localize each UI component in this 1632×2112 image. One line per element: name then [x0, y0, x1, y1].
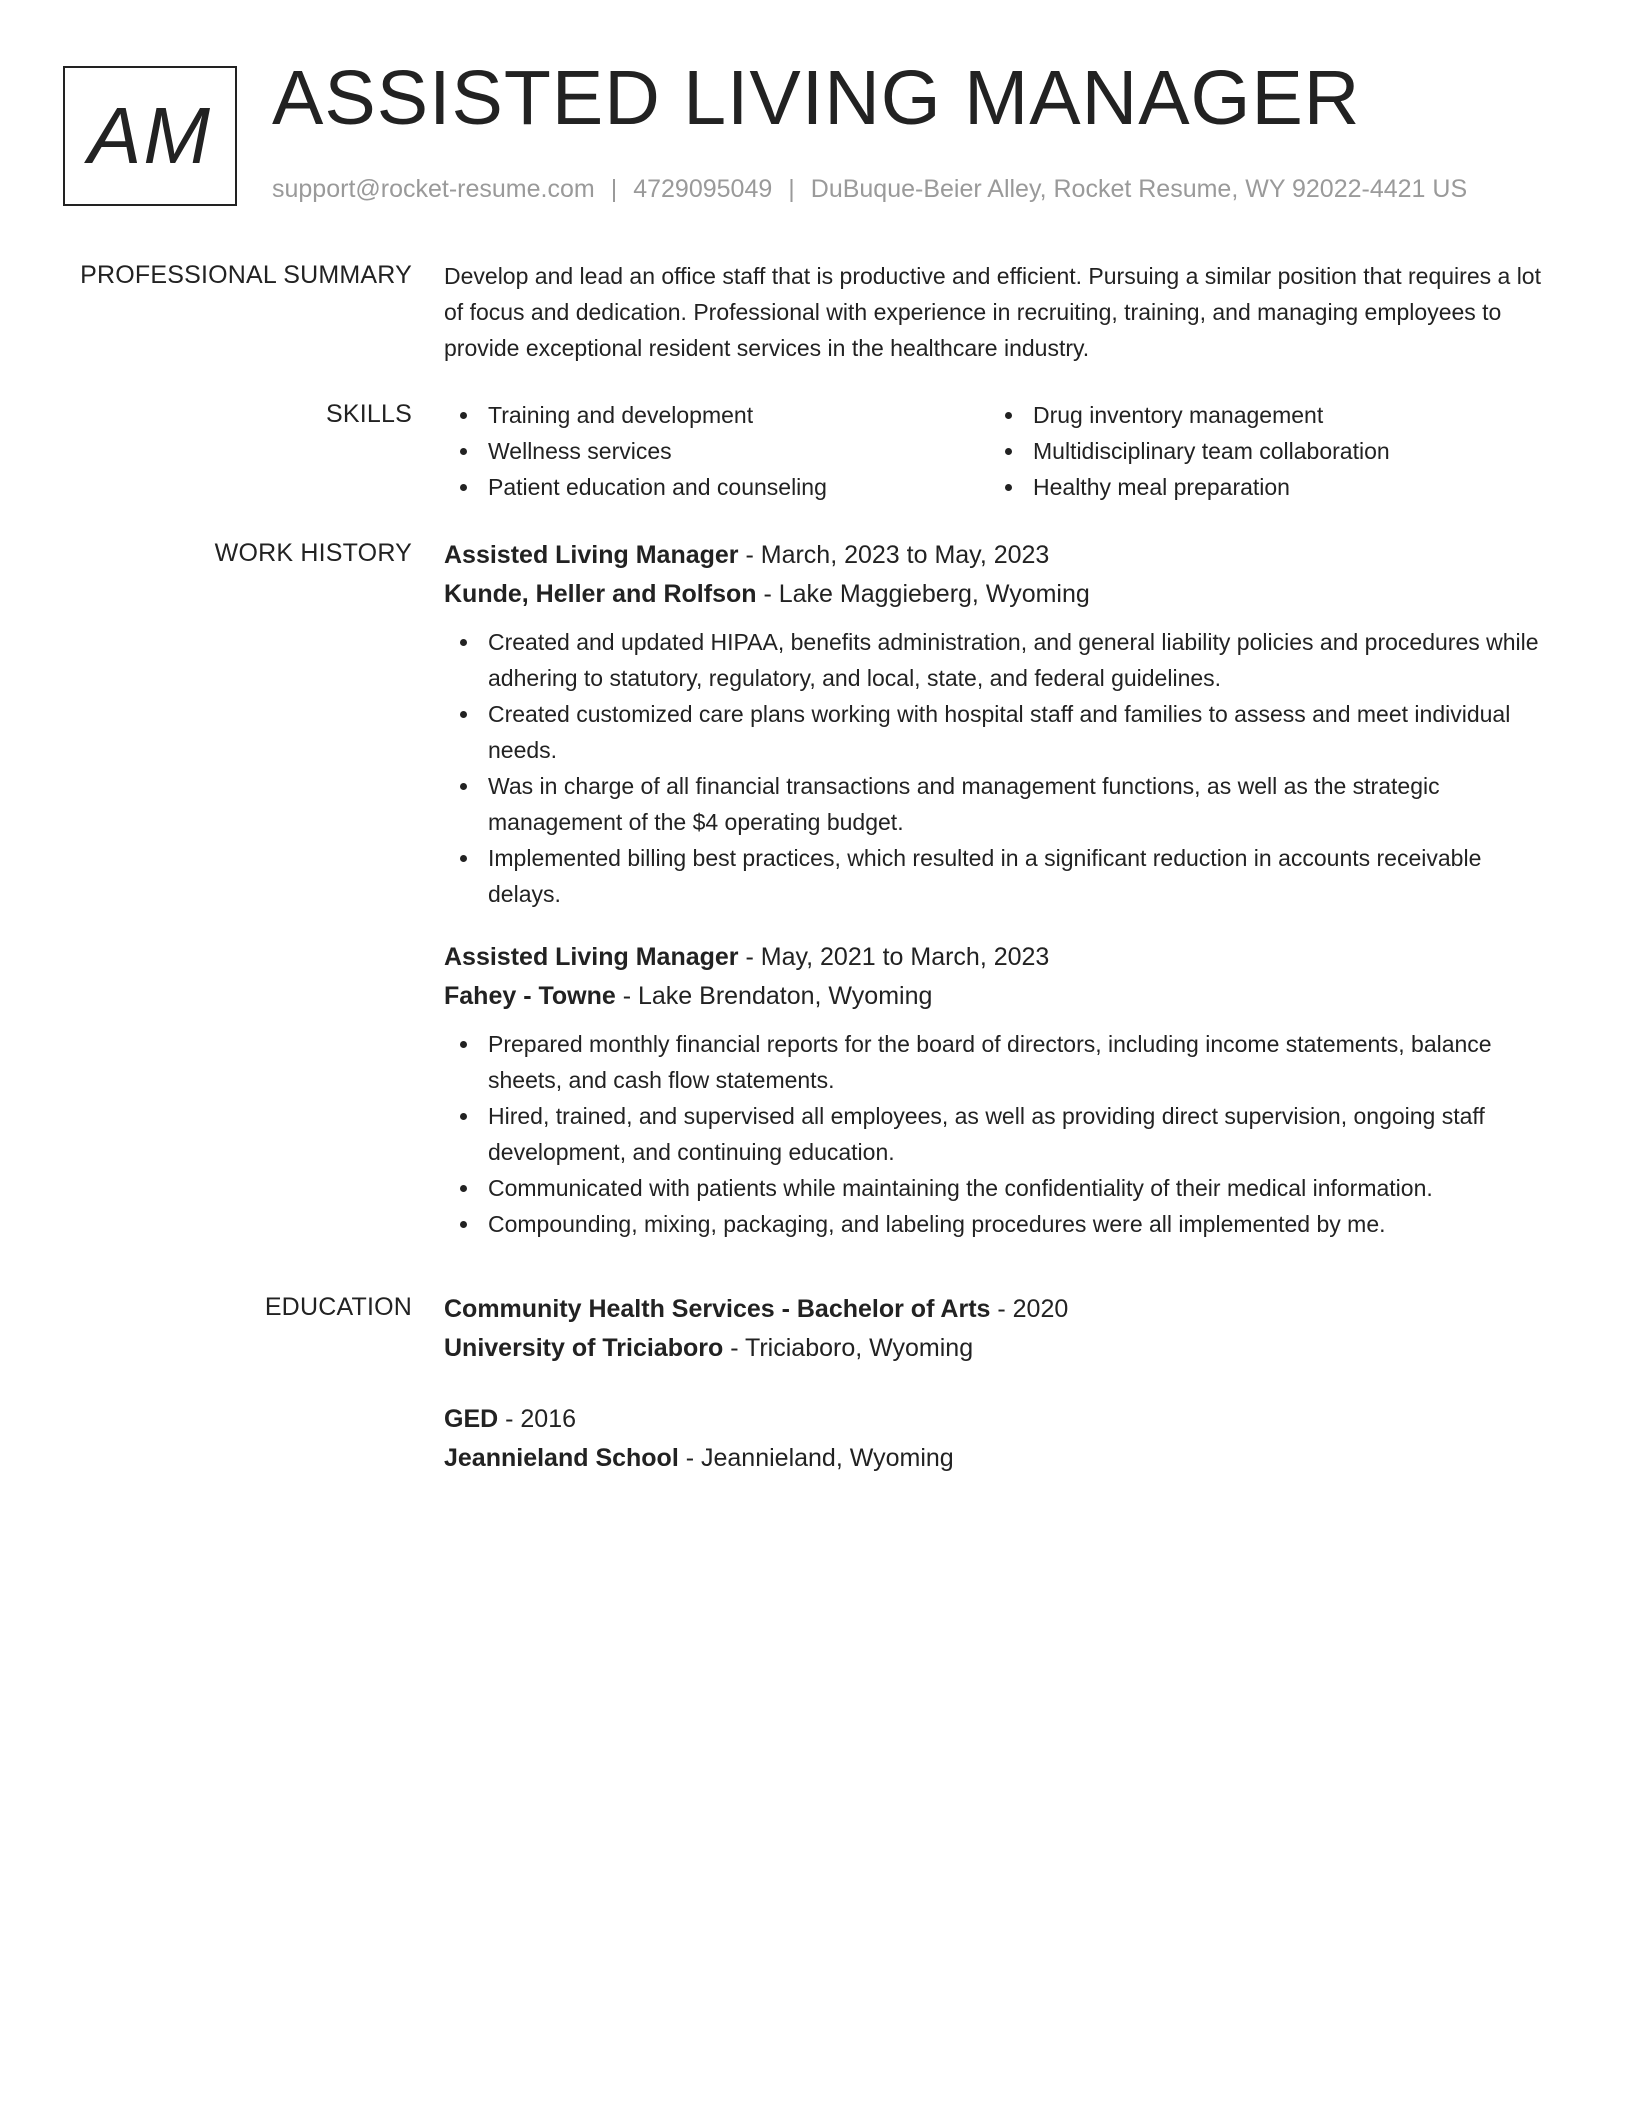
monogram-box	[63, 66, 237, 206]
section-title-work-history: WORK HISTORY	[214, 539, 412, 567]
education-degree-line	[444, 1400, 1556, 1439]
contact-separator: |	[610, 175, 618, 203]
job-role: Assisted Living Manager	[444, 943, 739, 971]
skill-item: Multidisciplinary team collaboration	[989, 433, 1534, 469]
education-school: University of Triciaboro	[444, 1334, 724, 1362]
contact-email[interactable]: support@rocket-resume.com	[272, 175, 595, 203]
contact-separator: |	[788, 175, 795, 203]
job-role: Assisted Living Manager	[444, 541, 739, 569]
education-location: - Triciaboro, Wyoming	[723, 1334, 974, 1362]
contact-address: DuBuque-Beier Alley, Rocket Resume, WY 92022-4421 US	[810, 175, 1468, 203]
job-company-line	[444, 977, 1556, 1016]
job-bullet: Was in charge of all financial transactions and management functions, as well as the strategic management of the $4 operating budget.	[444, 768, 1556, 840]
job-bullet: Created customized care plans working with hospital staff and families to assess and meet individual needs.	[444, 696, 1556, 768]
section-title-skills: SKILLS	[326, 400, 412, 428]
section-title-education: EDUCATION	[264, 1293, 412, 1321]
job-location: - Lake Maggieberg, Wyoming	[756, 580, 1090, 608]
contact-line	[272, 174, 1467, 204]
skills-list-right	[989, 397, 1534, 505]
job-bullet: Communicated with patients while maintaining the confidentiality of their medical information.	[444, 1170, 1556, 1206]
monogram-initials: AM	[88, 91, 212, 180]
skills-list-left	[444, 397, 989, 505]
job-bullet: Implemented billing best practices, which resulted in a significant reduction in accounts receivable delays.	[444, 840, 1556, 912]
education-school: Jeannieland School	[444, 1444, 679, 1472]
education-degree: Community Health Services - Bachelor of Arts	[444, 1295, 991, 1323]
education-school-line	[444, 1439, 1556, 1478]
job-role-line	[444, 536, 1556, 575]
job-company: Kunde, Heller and Rolfson	[444, 580, 757, 608]
skill-item: Wellness services	[444, 433, 989, 469]
job-location: - Lake Brendaton, Wyoming	[615, 982, 933, 1010]
job-role-line	[444, 938, 1556, 977]
skill-item: Patient education and counseling	[444, 469, 989, 505]
skill-item: Drug inventory management	[989, 397, 1534, 433]
job-company-line	[444, 575, 1556, 614]
job-bullets	[444, 624, 1556, 912]
job-company: Fahey - Towne	[444, 982, 616, 1010]
job-entry	[444, 938, 1556, 1242]
contact-phone[interactable]: 4729095049	[633, 175, 773, 203]
education-year: - 2020	[990, 1295, 1069, 1323]
job-bullet: Prepared monthly financial reports for the board of directors, including income statements, balance sheets, and cash flow statements.	[444, 1026, 1556, 1098]
skill-item: Healthy meal preparation	[989, 469, 1534, 505]
education-degree: GED	[444, 1405, 499, 1433]
summary-text: Develop and lead an office staff that is productive and efficient. Pursuing a similar position that requires a lot of focus and dedication. Professional with experience in recruiting, training, and managing employees to provide exceptional resident services in the healthcare industry.	[444, 263, 1541, 361]
skill-item: Training and development	[444, 397, 989, 433]
education-year: - 2016	[498, 1405, 577, 1433]
job-dates: - March, 2023 to May, 2023	[738, 541, 1050, 569]
job-bullet: Hired, trained, and supervised all employees, as well as providing direct supervision, ongoing staff development, and continuing education.	[444, 1098, 1556, 1170]
resume-name: ASSISTED LIVING MANAGER	[272, 55, 1361, 141]
job-dates: - May, 2021 to March, 2023	[738, 943, 1050, 971]
education-degree-line	[444, 1290, 1556, 1329]
job-bullets	[444, 1026, 1556, 1242]
education-entry	[444, 1400, 1556, 1478]
job-bullet: Created and updated HIPAA, benefits administration, and general liability policies and procedures while adhering to statutory, regulatory, and local, state, and federal guidelines.	[444, 624, 1556, 696]
section-title-summary: PROFESSIONAL SUMMARY	[80, 261, 412, 289]
job-bullet: Compounding, mixing, packaging, and labeling procedures were all implemented by me.	[444, 1206, 1556, 1242]
job-entry	[444, 536, 1556, 912]
education-entry	[444, 1290, 1556, 1368]
education-location: - Jeannieland, Wyoming	[678, 1444, 954, 1472]
education-school-line	[444, 1329, 1556, 1368]
